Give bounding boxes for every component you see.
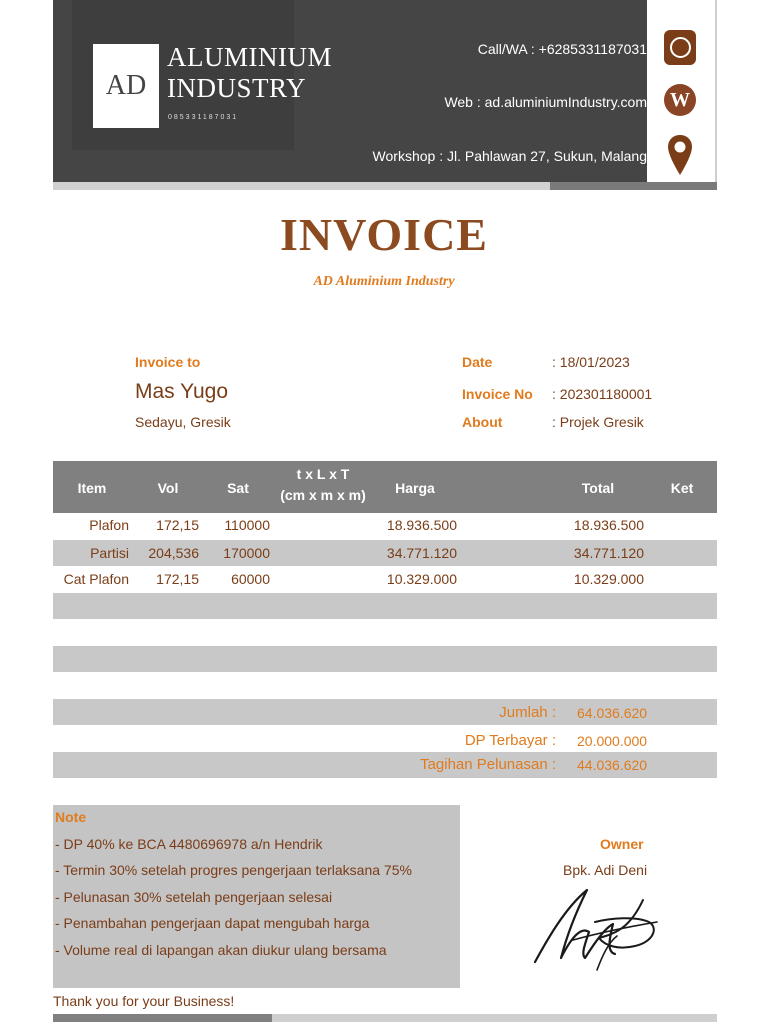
cell-sat: 110000 (224, 517, 270, 533)
invoice-to-label: Invoice to (135, 354, 201, 370)
contact-icons-panel (647, 0, 717, 182)
client-name: Mas Yugo (135, 380, 229, 403)
total-value: 64.036.620 (577, 705, 648, 721)
column-header-harga: Harga (395, 480, 435, 496)
signature-image (525, 880, 670, 975)
column-header-total: Total (581, 480, 615, 496)
about-value: : Projek Gresik (552, 414, 644, 430)
table-row (0, 571, 768, 591)
date-label: Date (462, 354, 493, 370)
cell-item: Partisi (90, 545, 129, 561)
contact-address: Workshop : Jl. Pahlawan 27, Sukun, Malang (372, 148, 647, 164)
column-header-item: Item (77, 480, 107, 496)
letterhead-banner (53, 0, 647, 182)
note-line: - Penambahan pengerjaan dapat mengubah harga (55, 915, 370, 931)
note-line: - Pelunasan 30% setelah pengerjaan selesai (55, 889, 333, 905)
header-divider-light (53, 182, 550, 190)
brand-name-line2: INDUSTRY (167, 73, 307, 103)
invoice-title: INVOICE (279, 209, 488, 260)
footer-bar-dark (53, 1014, 272, 1022)
client-address: Sedayu, Gresik (135, 414, 231, 430)
balance-due-value: 44.036.620 (577, 757, 648, 773)
column-header-dimension-line2: (cm x m x m) (280, 487, 366, 503)
thank-you-text: Thank you for your Business! (53, 993, 235, 1009)
footer-bar-light (272, 1014, 717, 1022)
brand-phone: 085331187031 (168, 114, 239, 121)
brand-name-line1: ALUMINIUM (167, 42, 332, 72)
total-label: Jumlah : (499, 704, 556, 721)
cell-item: Cat Plafon (63, 571, 129, 587)
cell-sat: 60000 (231, 571, 270, 587)
note-box (53, 805, 460, 988)
note-line: - Volume real di lapangan akan diukur ulang bersama (55, 942, 387, 958)
cell-sat: 170000 (223, 545, 270, 561)
cell-harga: 34.771.120 (386, 545, 457, 561)
table-row (0, 517, 768, 537)
whatsapp-icon (664, 30, 696, 65)
note-line: - Termin 30% setelah progres pengerjaan terlaksana 75% (55, 862, 412, 878)
column-header-ket: Ket (670, 480, 694, 496)
contact-phone: Call/WA : +6285331187031 (477, 41, 647, 57)
logo-panel (72, 0, 332, 150)
down-payment-label: DP Terbayar : (464, 732, 556, 749)
cell-harga: 18.936.500 (386, 517, 457, 533)
cell-vol: 172,15 (156, 571, 199, 587)
down-payment-value: 20.000.000 (577, 733, 648, 749)
contact-website: Web : ad.aluminiumIndustry.com (444, 94, 647, 110)
about-label: About (462, 414, 503, 430)
date-value: : 18/01/2023 (552, 354, 630, 370)
column-header-vol: Vol (157, 480, 179, 496)
cell-vol: 204,536 (148, 545, 199, 561)
cell-total: 34.771.120 (573, 545, 644, 561)
cell-harga: 10.329.000 (386, 571, 457, 587)
balance-due-label: Tagihan Pelunasan : (420, 756, 556, 773)
header-divider-dark (550, 182, 717, 190)
column-header-dimension-line1: t x L x T (296, 466, 350, 482)
logo-mark: AD (93, 44, 159, 128)
invoice-no-label: Invoice No (462, 386, 533, 402)
table-row-stripe (53, 593, 717, 619)
wordpress-icon: W (664, 84, 696, 116)
note-title: Note (55, 809, 87, 825)
cell-vol: 172,15 (156, 517, 199, 533)
invoice-no-value: : 202301180001 (552, 386, 653, 402)
invoice-subtitle: AD Aluminium Industry (313, 274, 455, 289)
table-row (0, 545, 768, 565)
location-pin-icon (667, 134, 693, 176)
cell-item: Plafon (89, 517, 129, 533)
column-header-sat: Sat (227, 480, 249, 496)
cell-total: 18.936.500 (573, 517, 644, 533)
cell-total: 10.329.000 (573, 571, 644, 587)
note-line: - DP 40% ke BCA 4480696978 a/n Hendrik (55, 836, 323, 852)
table-header (53, 461, 717, 513)
owner-label: Owner (600, 836, 644, 852)
table-row-stripe (53, 646, 717, 672)
owner-name: Bpk. Adi Deni (563, 862, 648, 878)
